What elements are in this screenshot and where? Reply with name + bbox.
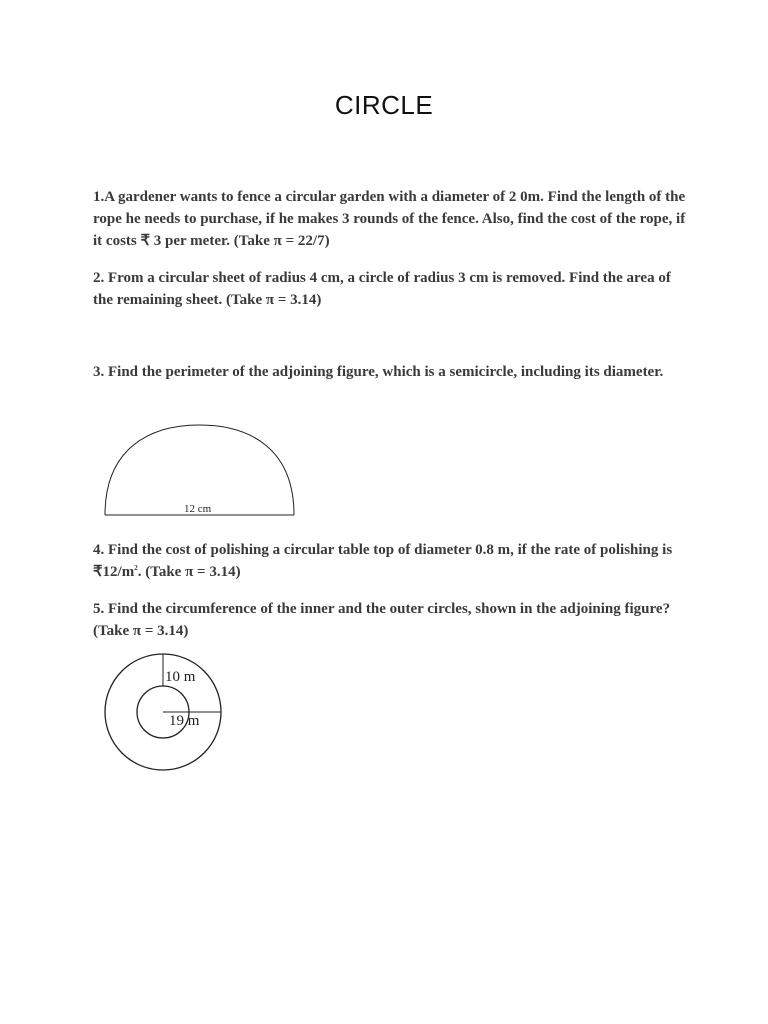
semicircle-figure xyxy=(95,418,305,522)
outer-radius-label: 10 m xyxy=(165,669,196,685)
question-2-text: 2. From a circular sheet of radius 4 cm, a circle of radius 3 cm is removed. Find the area of the remaining sheet. (Take π = 3.14) xyxy=(93,270,671,308)
question-4 xyxy=(93,539,693,583)
page-title: CIRCLE xyxy=(334,90,434,120)
question-3-text: 3. Find the perimeter of the adjoining figure, which is a semicircle, including its diameter. xyxy=(93,364,664,380)
question-3 xyxy=(93,361,693,383)
semicircle-arc xyxy=(105,425,294,515)
superscript-2: 2 xyxy=(134,564,138,572)
concentric-circles-figure xyxy=(95,650,235,775)
diameter-label: 12 cm xyxy=(184,503,212,515)
question-4-text: 4. Find the cost of polishing a circular table top of diameter 0.8 m, if the rate of polishing is ₹12/m xyxy=(93,542,673,580)
question-5 xyxy=(93,598,693,642)
question-5-text: 5. Find the circumference of the inner and the outer circles, shown in the adjoining figure? (Take π = 3.14) xyxy=(93,601,671,639)
question-1 xyxy=(93,186,693,252)
inner-radius-label: 19 m xyxy=(169,713,200,729)
question-2 xyxy=(93,267,693,311)
question-1-text: 1.A gardener wants to fence a circular garden with a diameter of 2 0m. Find the length of the rope he needs to purchase, if he makes 3 rounds of the fence. Also, find the cost of the rope, if it costs ₹ 3 per meter. (Take π = 22/7) xyxy=(93,189,686,249)
question-4-text-end: . (Take π = 3.14) xyxy=(137,564,241,580)
